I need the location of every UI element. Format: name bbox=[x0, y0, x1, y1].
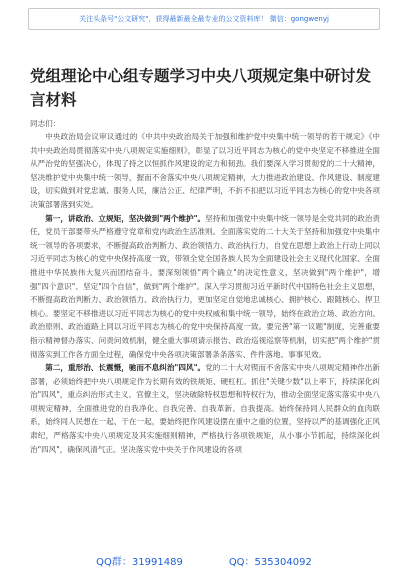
promo-banner bbox=[28, 8, 380, 30]
paragraph-text: 坚持和加强党中央集中统一领导是全党共同的政治责任，党员干部要带头严格遵守党章和党内政治生活准则。全面落实党的二十大关于坚持和加强党中央集中统一领导的各项要求，不断提高政治判断力、政治领悟力、政治执行力，自觉在思想上政治上行动上同以习近平同志为核心的党中央保持高度一致，带领全党全国各族人民为全面建设社会主义现代化国家、全面推进中华民族伟大复兴而团结奋斗。要深刻领悟"两个确立"的决定性意义，坚决做到"两个维护"，增强"四个意识"、坚定"四个自信"，做到"两个维护"。深入学习贯彻习近平新时代中国特色社会主义思想，不断提高政治判断力、政治领悟力、政治执行力，更加坚定自觉地忠诚核心、拥护核心、跟随核心、捍卫核心。要坚定不移推进以习近平同志为核心的党中央权威和集中统一领导，始终在政治立场、政治方向、政治原则、政治道路上同以习近平同志为核心的党中央保持高度一致。要完善"第一议题"制度，完善重要指示精神督办落实、问责问效机制，健全重大事项请示报告、政治巡视巡察等机制，切实把"两个维护"贯彻落实到工作各方面全过程，确保党中央各项决策部署条条落实、件件落地、事事见效。 bbox=[30, 213, 380, 359]
document-body bbox=[30, 130, 380, 456]
promo-banner-text: 关注头条号"公文研究"，获得最新最全最专业的公文资料库！ 微信：gongwenyj bbox=[79, 15, 329, 23]
paragraph-text: 中央政治局会议审议通过的《中共中央政治局关于加强和维护党中央集中统一领导的若干规定》《中共中央政治局贯彻落实中央八项规定实施细则》，彰显了以习近平同志为核心的党中央坚定不移推进全面从严治党的坚强决心，体现了持之以恒抓作风建设的定力和韧劲。我们要深入学习贯彻党的二十大精神，坚决维护党中央集中统一领导，握而不舍落实中央八项规定精神，大力推进政治建设、作风建设、制度建设，切实做到对党忠诚、服务人民，廉洁公正、纪律严明，不折不扣把以习近平同志为核心的党中央各项决策部署落到实处。 bbox=[30, 132, 380, 209]
paragraph bbox=[30, 361, 380, 456]
contact-footer bbox=[0, 553, 408, 568]
paragraph-text: 党的二十大对锲而不舍落实中央八项规定精神作出新部署，必须始终把中央八项规定作为长期有效的铁规矩、硬杠杠。抓住"关键少数"以上率下，持续深化纠治"四风"，重点纠治形式主义、官僚主义，坚决破除特权思想和特权行为，推动全面坚定落实落实中央八项规定精神，全面推进党的自我净化、自我完善、自我革新、自我提高。始终保持同人民群众的血肉联系，始终同人民想在一起、干在一起，要始终把作风建设摆在重中之重的位置，坚持以严的基调强化正风肃纪，严格落实中央八项规定及其实施细则精神，严格执行各项铁规矩，从小事小节抓起，持续深化纠治"四风"，确保风清气正。坚决落实党中央关于作风建设的各项 bbox=[30, 363, 380, 454]
qq-group-label: QQ群：31991489 bbox=[96, 557, 183, 568]
paragraph bbox=[30, 130, 380, 212]
qq-label: QQ：535304092 bbox=[228, 557, 312, 568]
greeting: 同志们： bbox=[30, 119, 61, 128]
paragraph bbox=[30, 212, 380, 362]
paragraph-heading: 第一，讲政治、立规矩，坚决做到"两个维护"。 bbox=[45, 213, 206, 223]
document-title: 党组理论中心组专题学习中央八项规定集中研讨发言材料 bbox=[30, 67, 372, 109]
paragraph-heading: 第二，重形治、长震慑，驰而不息纠治"四风"。 bbox=[45, 363, 206, 373]
